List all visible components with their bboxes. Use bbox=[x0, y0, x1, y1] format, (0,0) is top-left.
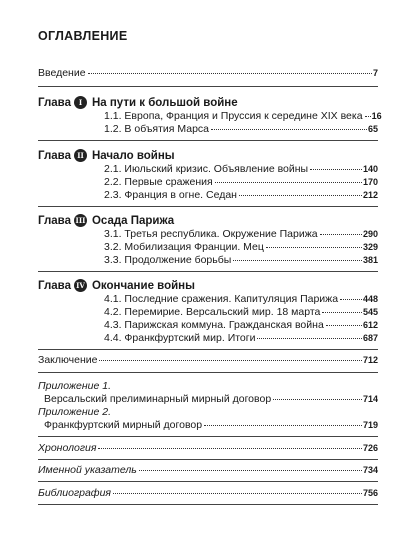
dot-leader bbox=[257, 338, 362, 339]
entry-page: 734 bbox=[362, 465, 378, 475]
toc-entry-chronology[interactable] bbox=[38, 442, 378, 455]
chapter-label: Глава bbox=[38, 149, 71, 162]
toc-entry[interactable] bbox=[104, 189, 378, 202]
divider bbox=[38, 481, 378, 482]
page-title: ОГЛАВЛЕНИЕ bbox=[38, 29, 128, 43]
toc-entry[interactable] bbox=[104, 319, 378, 332]
chapter-number-badge: IV bbox=[74, 279, 87, 292]
entry-label: 2.1. Июльский кризис. Объявление войны bbox=[104, 163, 309, 175]
dot-leader bbox=[99, 360, 361, 361]
toc-entry[interactable] bbox=[104, 293, 378, 306]
entry-label: 1.2. В объятия Марса bbox=[104, 123, 210, 135]
entry-label: 2.2. Первые сражения bbox=[104, 176, 213, 188]
dot-leader bbox=[98, 448, 362, 449]
entry-label: 3.3. Продолжение борьбы bbox=[104, 254, 232, 266]
appendix-heading-1: Приложение 1. bbox=[38, 380, 112, 392]
entry-page: 712 bbox=[362, 355, 378, 365]
dot-leader bbox=[273, 399, 362, 400]
entry-label: Заключение bbox=[38, 354, 98, 366]
divider bbox=[38, 140, 378, 141]
entry-label: Хронология bbox=[38, 442, 97, 454]
toc-entry[interactable] bbox=[104, 163, 378, 176]
entry-page: 714 bbox=[362, 394, 378, 404]
entry-label: 4.1. Последние сражения. Капитуляция Парижа bbox=[104, 293, 339, 305]
dot-leader bbox=[320, 234, 362, 235]
entry-page: 290 bbox=[362, 229, 378, 239]
toc-entry-bibliography[interactable] bbox=[38, 487, 378, 500]
entry-page: 170 bbox=[362, 177, 378, 187]
divider bbox=[38, 206, 378, 207]
dot-leader bbox=[233, 260, 362, 261]
entry-page: 756 bbox=[362, 488, 378, 498]
entry-page: 7 bbox=[372, 68, 378, 78]
toc-entry[interactable] bbox=[104, 110, 382, 123]
dot-leader bbox=[310, 169, 362, 170]
chapter-title: Окончание войны bbox=[91, 279, 195, 292]
chapter-label: Глава bbox=[38, 214, 71, 227]
entry-label: 4.3. Парижская коммуна. Гражданская война bbox=[104, 319, 324, 331]
chapter-heading-2[interactable] bbox=[38, 149, 175, 162]
toc-entry-appendix-1[interactable] bbox=[44, 393, 378, 406]
entry-page: 381 bbox=[362, 255, 378, 265]
dot-leader bbox=[340, 299, 362, 300]
toc-entry-conclusion[interactable] bbox=[38, 354, 378, 367]
entry-page: 719 bbox=[362, 420, 378, 430]
chapter-heading-1[interactable] bbox=[38, 96, 238, 109]
chapter-title: Осада Парижа bbox=[91, 214, 175, 227]
dot-leader bbox=[113, 493, 362, 494]
chapter-number-badge: II bbox=[74, 149, 87, 162]
entry-label: 1.1. Европа, Франция и Пруссия к середине XIX века bbox=[104, 110, 363, 122]
entry-label: Библиография bbox=[38, 487, 112, 499]
toc-entry-intro[interactable] bbox=[38, 67, 378, 80]
toc-entry[interactable] bbox=[104, 241, 378, 254]
toc-entry[interactable] bbox=[104, 254, 378, 267]
toc-entry[interactable] bbox=[104, 332, 378, 345]
divider bbox=[38, 436, 378, 437]
divider bbox=[38, 372, 378, 373]
entry-page: 140 bbox=[362, 164, 378, 174]
entry-page: 65 bbox=[367, 124, 378, 134]
dot-leader bbox=[88, 73, 372, 74]
entry-label: 2.3. Франция в огне. Седан bbox=[104, 189, 237, 201]
appendix-heading-2: Приложение 2. bbox=[38, 406, 112, 418]
dot-leader bbox=[326, 325, 362, 326]
chapter-title: Начало войны bbox=[91, 149, 175, 162]
entry-page: 448 bbox=[362, 294, 378, 304]
toc-entry[interactable] bbox=[104, 228, 378, 241]
toc-entry-appendix-2[interactable] bbox=[44, 419, 378, 432]
dot-leader bbox=[215, 182, 362, 183]
dot-leader bbox=[322, 312, 362, 313]
chapter-number-badge: III bbox=[75, 216, 86, 225]
divider bbox=[38, 271, 378, 272]
chapter-number-badge: I bbox=[74, 96, 87, 109]
entry-page: 212 bbox=[362, 190, 378, 200]
entry-label: 4.2. Перемирие. Версальский мир. 18 марта bbox=[104, 306, 321, 318]
entry-page: 612 bbox=[362, 320, 378, 330]
entry-page: 545 bbox=[362, 307, 378, 317]
dot-leader bbox=[211, 129, 367, 130]
toc-entry-name-index[interactable] bbox=[38, 464, 378, 477]
dot-leader bbox=[266, 247, 362, 248]
divider bbox=[38, 86, 378, 87]
dot-leader bbox=[365, 116, 371, 117]
entry-page: 726 bbox=[362, 443, 378, 453]
divider bbox=[38, 349, 378, 350]
dot-leader bbox=[139, 470, 362, 471]
divider bbox=[38, 459, 378, 460]
dot-leader bbox=[204, 425, 362, 426]
divider bbox=[38, 504, 378, 505]
entry-label: Версальский прелиминарный мирный договор bbox=[44, 393, 272, 405]
entry-label: 3.1. Третья республика. Окружение Парижа bbox=[104, 228, 318, 240]
entry-page: 329 bbox=[362, 242, 378, 252]
entry-label: Именной указатель bbox=[38, 464, 137, 476]
chapter-heading-4[interactable] bbox=[38, 279, 195, 292]
toc-entry[interactable] bbox=[104, 123, 378, 136]
entry-label: Франкфуртский мирный договор bbox=[44, 419, 203, 431]
entry-label: 4.4. Франкфуртский мир. Итоги bbox=[104, 332, 256, 344]
toc-entry[interactable] bbox=[104, 176, 378, 189]
chapter-label: Глава bbox=[38, 279, 71, 292]
toc-entry[interactable] bbox=[104, 306, 378, 319]
entry-label: 3.2. Мобилизация Франции. Мец bbox=[104, 241, 264, 253]
entry-page: 16 bbox=[371, 111, 382, 121]
entry-page: 687 bbox=[362, 333, 378, 343]
chapter-label: Глава bbox=[38, 96, 71, 109]
dot-leader bbox=[239, 195, 362, 196]
chapter-heading-3[interactable] bbox=[38, 214, 174, 227]
chapter-title: На пути к большой войне bbox=[91, 96, 238, 109]
entry-label: Введение bbox=[38, 67, 86, 79]
